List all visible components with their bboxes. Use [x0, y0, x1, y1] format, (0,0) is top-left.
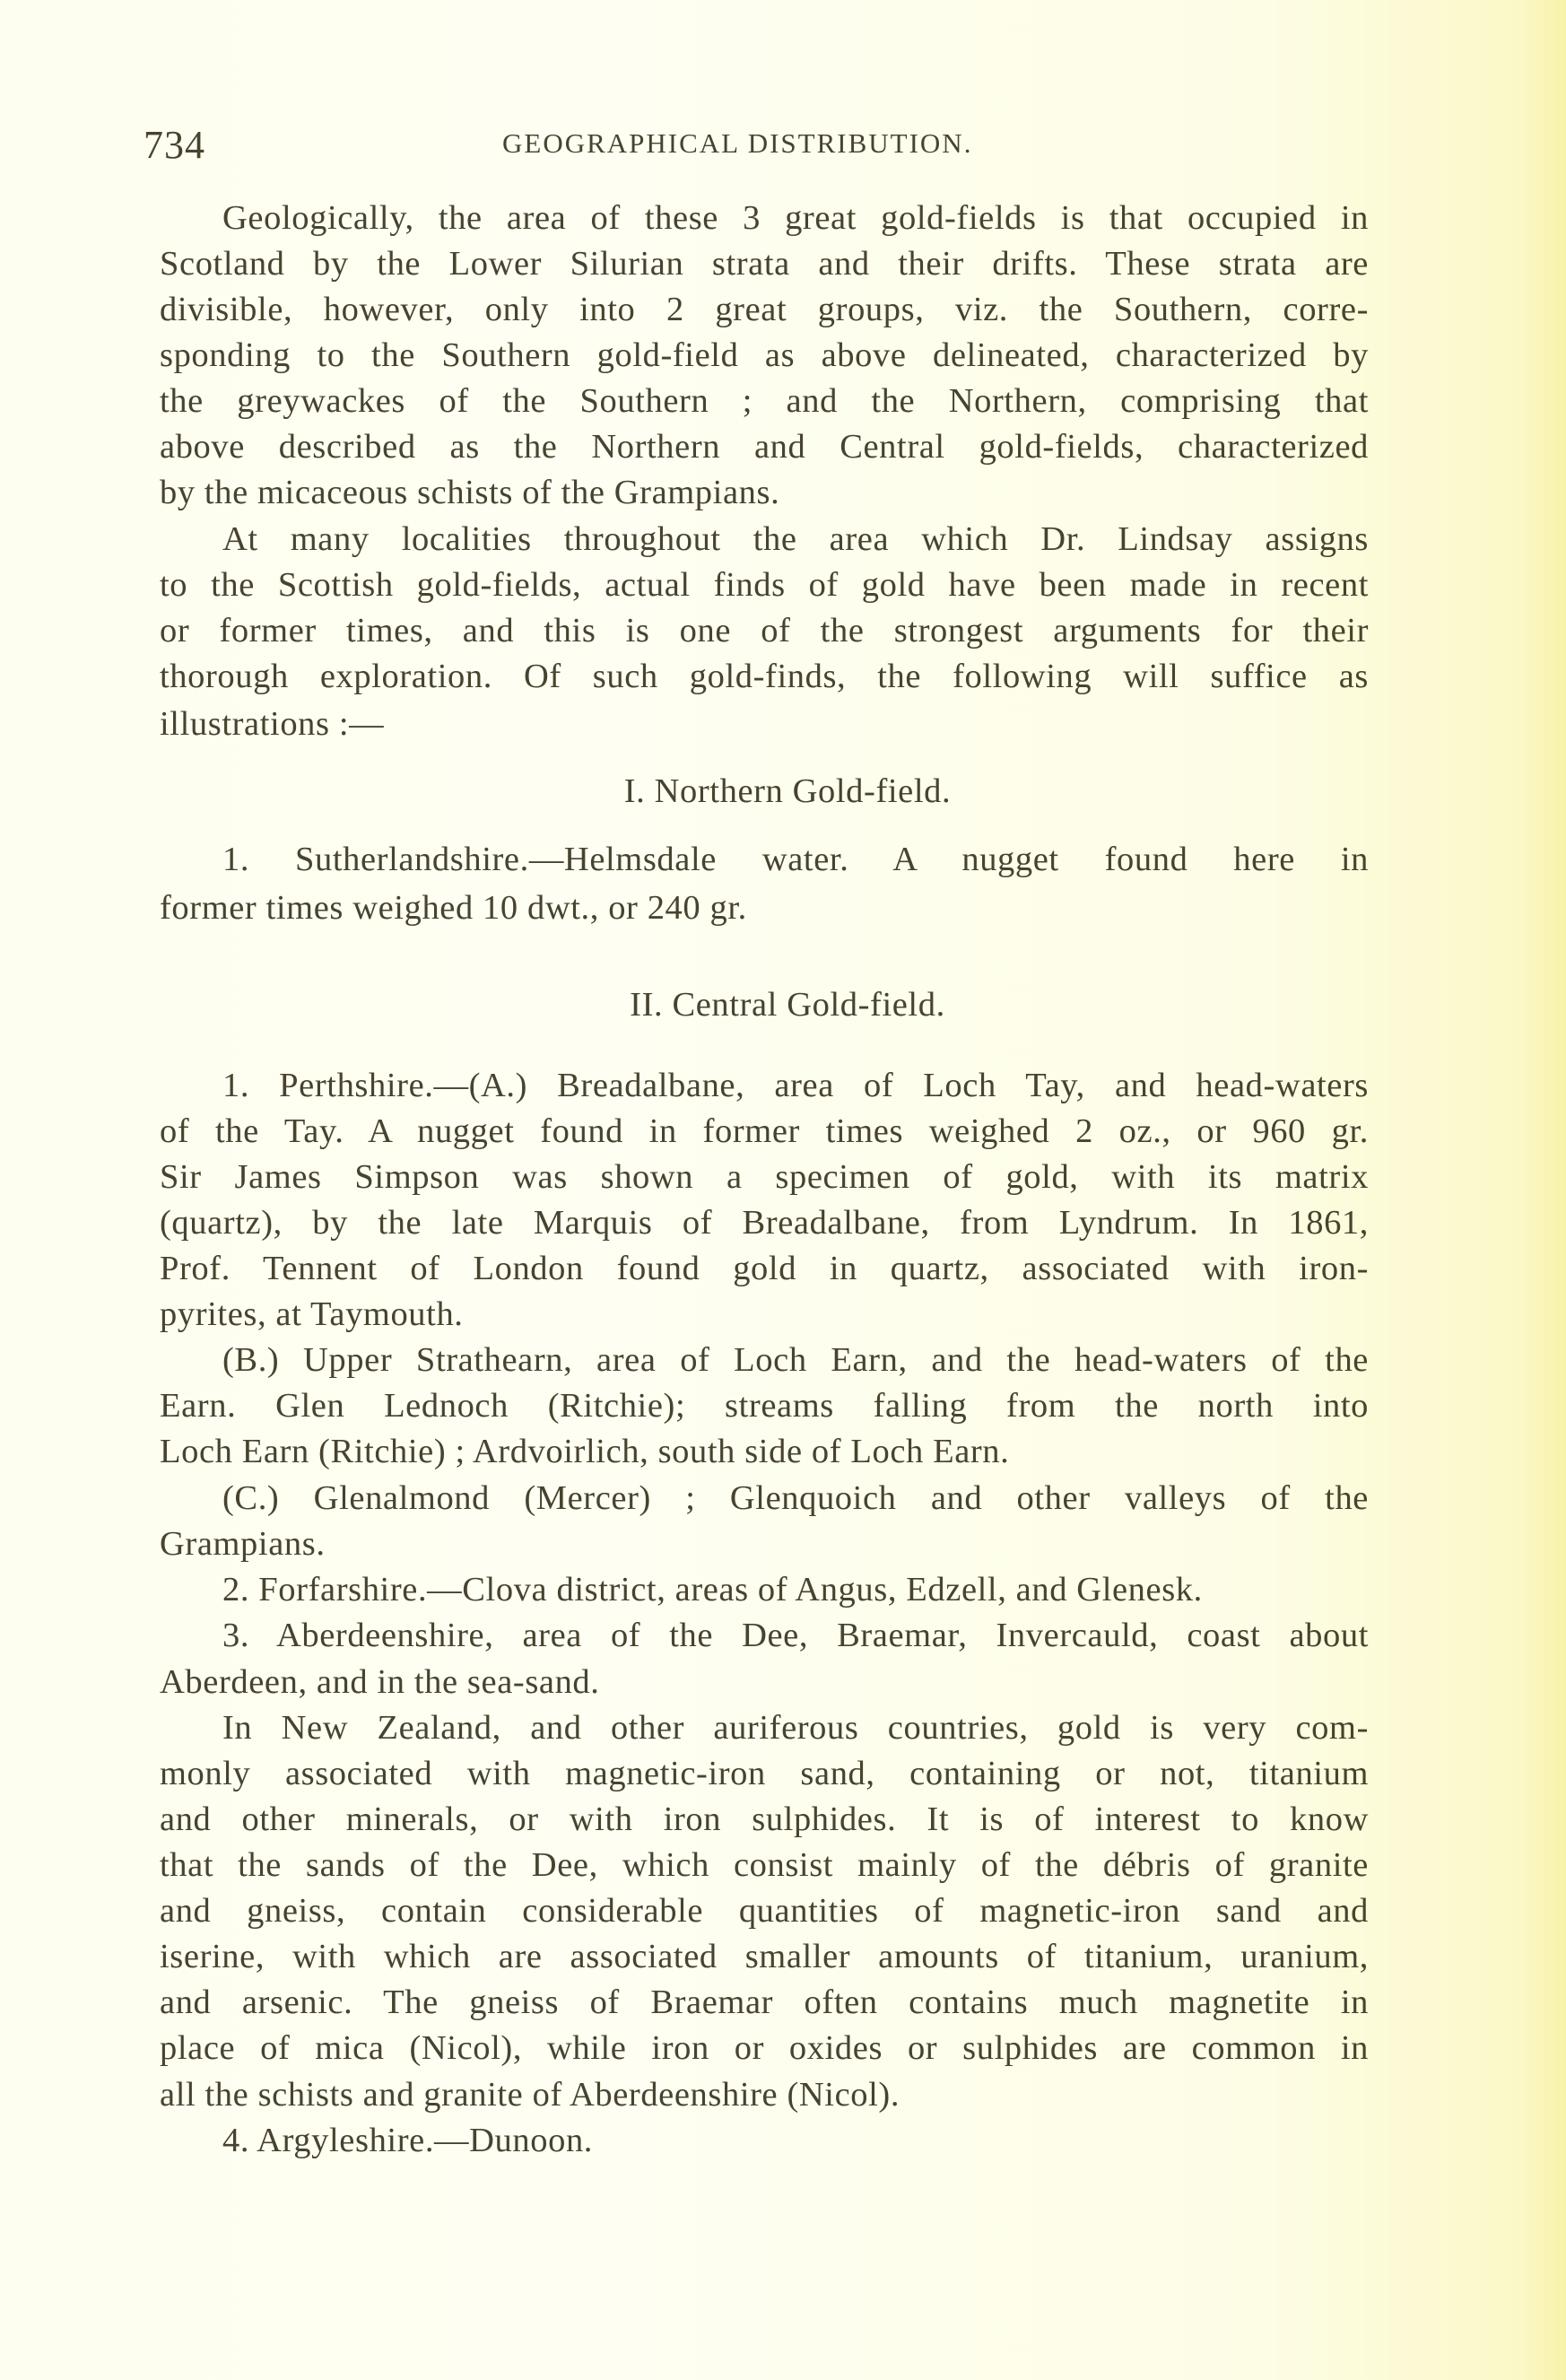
text-line: or former times, and this is one of the strongest arguments for their [160, 612, 1369, 649]
text-line: Prof. Tennent of London found gold in quartz, associated with iron- [160, 1250, 1369, 1287]
text-line: Sir James Simpson was shown a specimen of gold, with its matrix [160, 1158, 1369, 1196]
text-line: thorough exploration. Of such gold-finds, the following will suffice as [160, 658, 1369, 695]
text-line: (C.) Glenalmond (Mercer) ; Glenquoich and other valleys of the [222, 1479, 1369, 1517]
section-heading-central: II. Central Gold-field. [630, 986, 945, 1024]
text-line: At many localities throughout the area which Dr. Lindsay assigns [222, 520, 1369, 558]
text-line: 1. Perthshire.—(A.) Breadalbane, area of Loch Tay, and head-waters [222, 1067, 1369, 1104]
text-line: Scotland by the Lower Silurian strata and their drifts. These strata are [160, 245, 1369, 283]
text-line: divisible, however, only into 2 great groups, viz. the Southern, corre- [160, 291, 1369, 328]
text-line: iserine, with which are associated smaller amounts of titanium, uranium, [160, 1938, 1369, 1975]
running-head: GEOGRAPHICAL DISTRIBUTION. [502, 127, 973, 159]
page-number: 734 [144, 123, 205, 167]
text-line: (B.) Upper Strathearn, area of Loch Earn, and the head-waters of the [222, 1341, 1369, 1379]
text-line: and other minerals, or with iron sulphides. It is of interest to know [160, 1800, 1369, 1838]
text-line: former times weighed 10 dwt., or 240 gr. [160, 889, 747, 927]
text-line: monly associated with magnetic-iron sand, containing or not, titanium [160, 1755, 1369, 1792]
text-line: (quartz), by the late Marquis of Breadalbane, from Lyndrum. In 1861, [160, 1204, 1369, 1242]
text-line: Aberdeen, and in the sea-sand. [160, 1663, 600, 1701]
text-line: 1. Sutherlandshire.—Helmsdale water. A nugget found here in [222, 841, 1369, 878]
text-line: by the micaceous schists of the Grampians. [160, 474, 780, 511]
text-line: 4. Argyleshire.—Dunoon. [222, 2122, 594, 2159]
text-line: of the Tay. A nugget found in former times weighed 2 oz., or 960 gr. [160, 1112, 1369, 1150]
text-line: and gneiss, contain considerable quantities of magnetic-iron sand and [160, 1892, 1369, 1930]
text-line: Grampians. [160, 1525, 326, 1563]
text-line: that the sands of the Dee, which consist mainly of the débris of granite [160, 1846, 1369, 1884]
text-line: and arsenic. The gneiss of Braemar often contains much magnetite in [160, 1983, 1369, 2021]
text-line: place of mica (Nicol), while iron or oxides or sulphides are common in [160, 2029, 1369, 2067]
text-line: above described as the Northern and Central gold-fields, characterized [160, 428, 1369, 466]
text-line: sponding to the Southern gold-field as above delineated, characterized by [160, 336, 1369, 374]
text-line: Loch Earn (Ritchie) ; Ardvoirlich, south side of Loch Earn. [160, 1433, 1010, 1470]
text-line: the greywackes of the Southern ; and the Northern, comprising that [160, 382, 1369, 420]
section-heading-northern: I. Northern Gold-field. [623, 772, 952, 810]
text-line: 3. Aberdeenshire, area of the Dee, Braemar, Invercauld, coast about [222, 1617, 1369, 1654]
text-line: pyrites, at Taymouth. [160, 1295, 464, 1333]
text-line: In New Zealand, and other auriferous countries, gold is very com- [222, 1709, 1369, 1747]
text-line: all the schists and granite of Aberdeenshire (Nicol). [160, 2076, 900, 2114]
text-line: illustrations :— [160, 705, 385, 743]
text-line: 2. Forfarshire.—Clova district, areas of Angus, Edzell, and Glenesk. [222, 1571, 1203, 1608]
text-line: to the Scottish gold-fields, actual finds of gold have been made in recent [160, 566, 1369, 604]
text-line: Earn. Glen Lednoch (Ritchie); streams falling from the north into [160, 1387, 1369, 1425]
text-line: Geologically, the area of these 3 great gold-fields is that occupied in [222, 199, 1369, 237]
